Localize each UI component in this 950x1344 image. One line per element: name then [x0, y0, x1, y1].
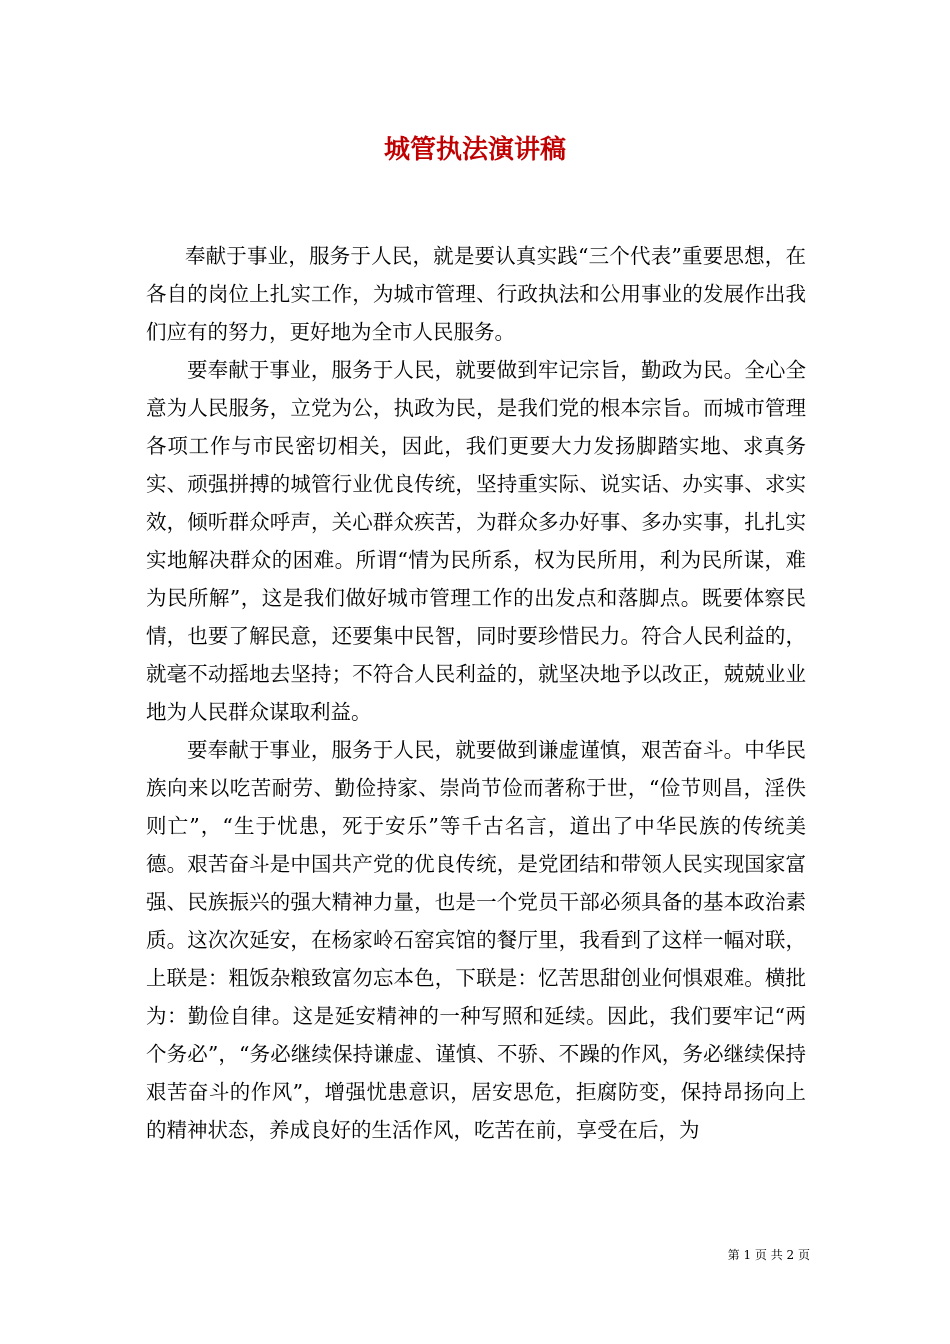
page-number-footer: 第 1 页 共 2 页: [727, 1248, 810, 1262]
document-title: 城管执法演讲稿: [383, 135, 566, 165]
document-body: [146, 237, 806, 1149]
paragraph-2: 要奉献于事业，服务于人民，就要做到牢记宗旨，勤政为民。全心全意为人民服务，立党为公，执政为民，是我们党的根本宗旨。而城市管理各项工作与市民密切相关，因此，我们更要大力发扬脚踏实地、求真务实、顽强拼搏的城管行业优良传统，坚持重实际、说实话、办实事、求实效，倾听群众呼声，关心群众疾苦，为群众多办好事、多办实事，扎扎实实地解决群众的困难。所谓“情为民所系，权为民所用，利为民所谋，难为民所解”，这是我们做好城市管理工作的出发点和落脚点。既要体察民情，也要了解民意，还要集中民智，同时要珍惜民力。符合人民利益的，就毫不动摇地去坚持；不符合人民利益的，就坚决地予以改正，兢兢业业地为人民群众谋取利益。: [146, 358, 806, 724]
paragraph-1: 奉献于事业，服务于人民，就是要认真实践“三个代表”重要思想，在各自的岗位上扎实工作，为城市管理、行政执法和公用事业的发展作出我们应有的努力，更好地为全市人民服务。: [146, 244, 806, 344]
paragraph-3: 要奉献于事业，服务于人民，就要做到谦虚谨慎，艰苦奋斗。中华民族向来以吃苦耐劳、勤俭持家、崇尚节俭而著称于世，“俭节则昌，淫佚则亡”，“生于忧患，死于安乐”等千古名言，道出了中华民族的传统美德。艰苦奋斗是中国共产党的优良传统，是党团结和带领人民实现国家富强、民族振兴的强大精神力量，也是一个党员干部必须具备的基本政治素质。这次次延安，在杨家岭石窑宾馆的餐厅里，我看到了这样一幅对联，上联是：粗饭杂粮致富勿忘本色，下联是：忆苦思甜创业何惧艰难。横批为：勤俭自律。这是延安精神的一种写照和延续。因此，我们要牢记“两个务必”，“务必继续保持谦虚、谨慎、不骄、不躁的作风，务必继续保持艰苦奋斗的作风”，增强忧患意识，居安思危，拒腐防变，保持昂扬向上的精神状态，养成良好的生活作风，吃苦在前，享受在后，为: [146, 738, 806, 1142]
